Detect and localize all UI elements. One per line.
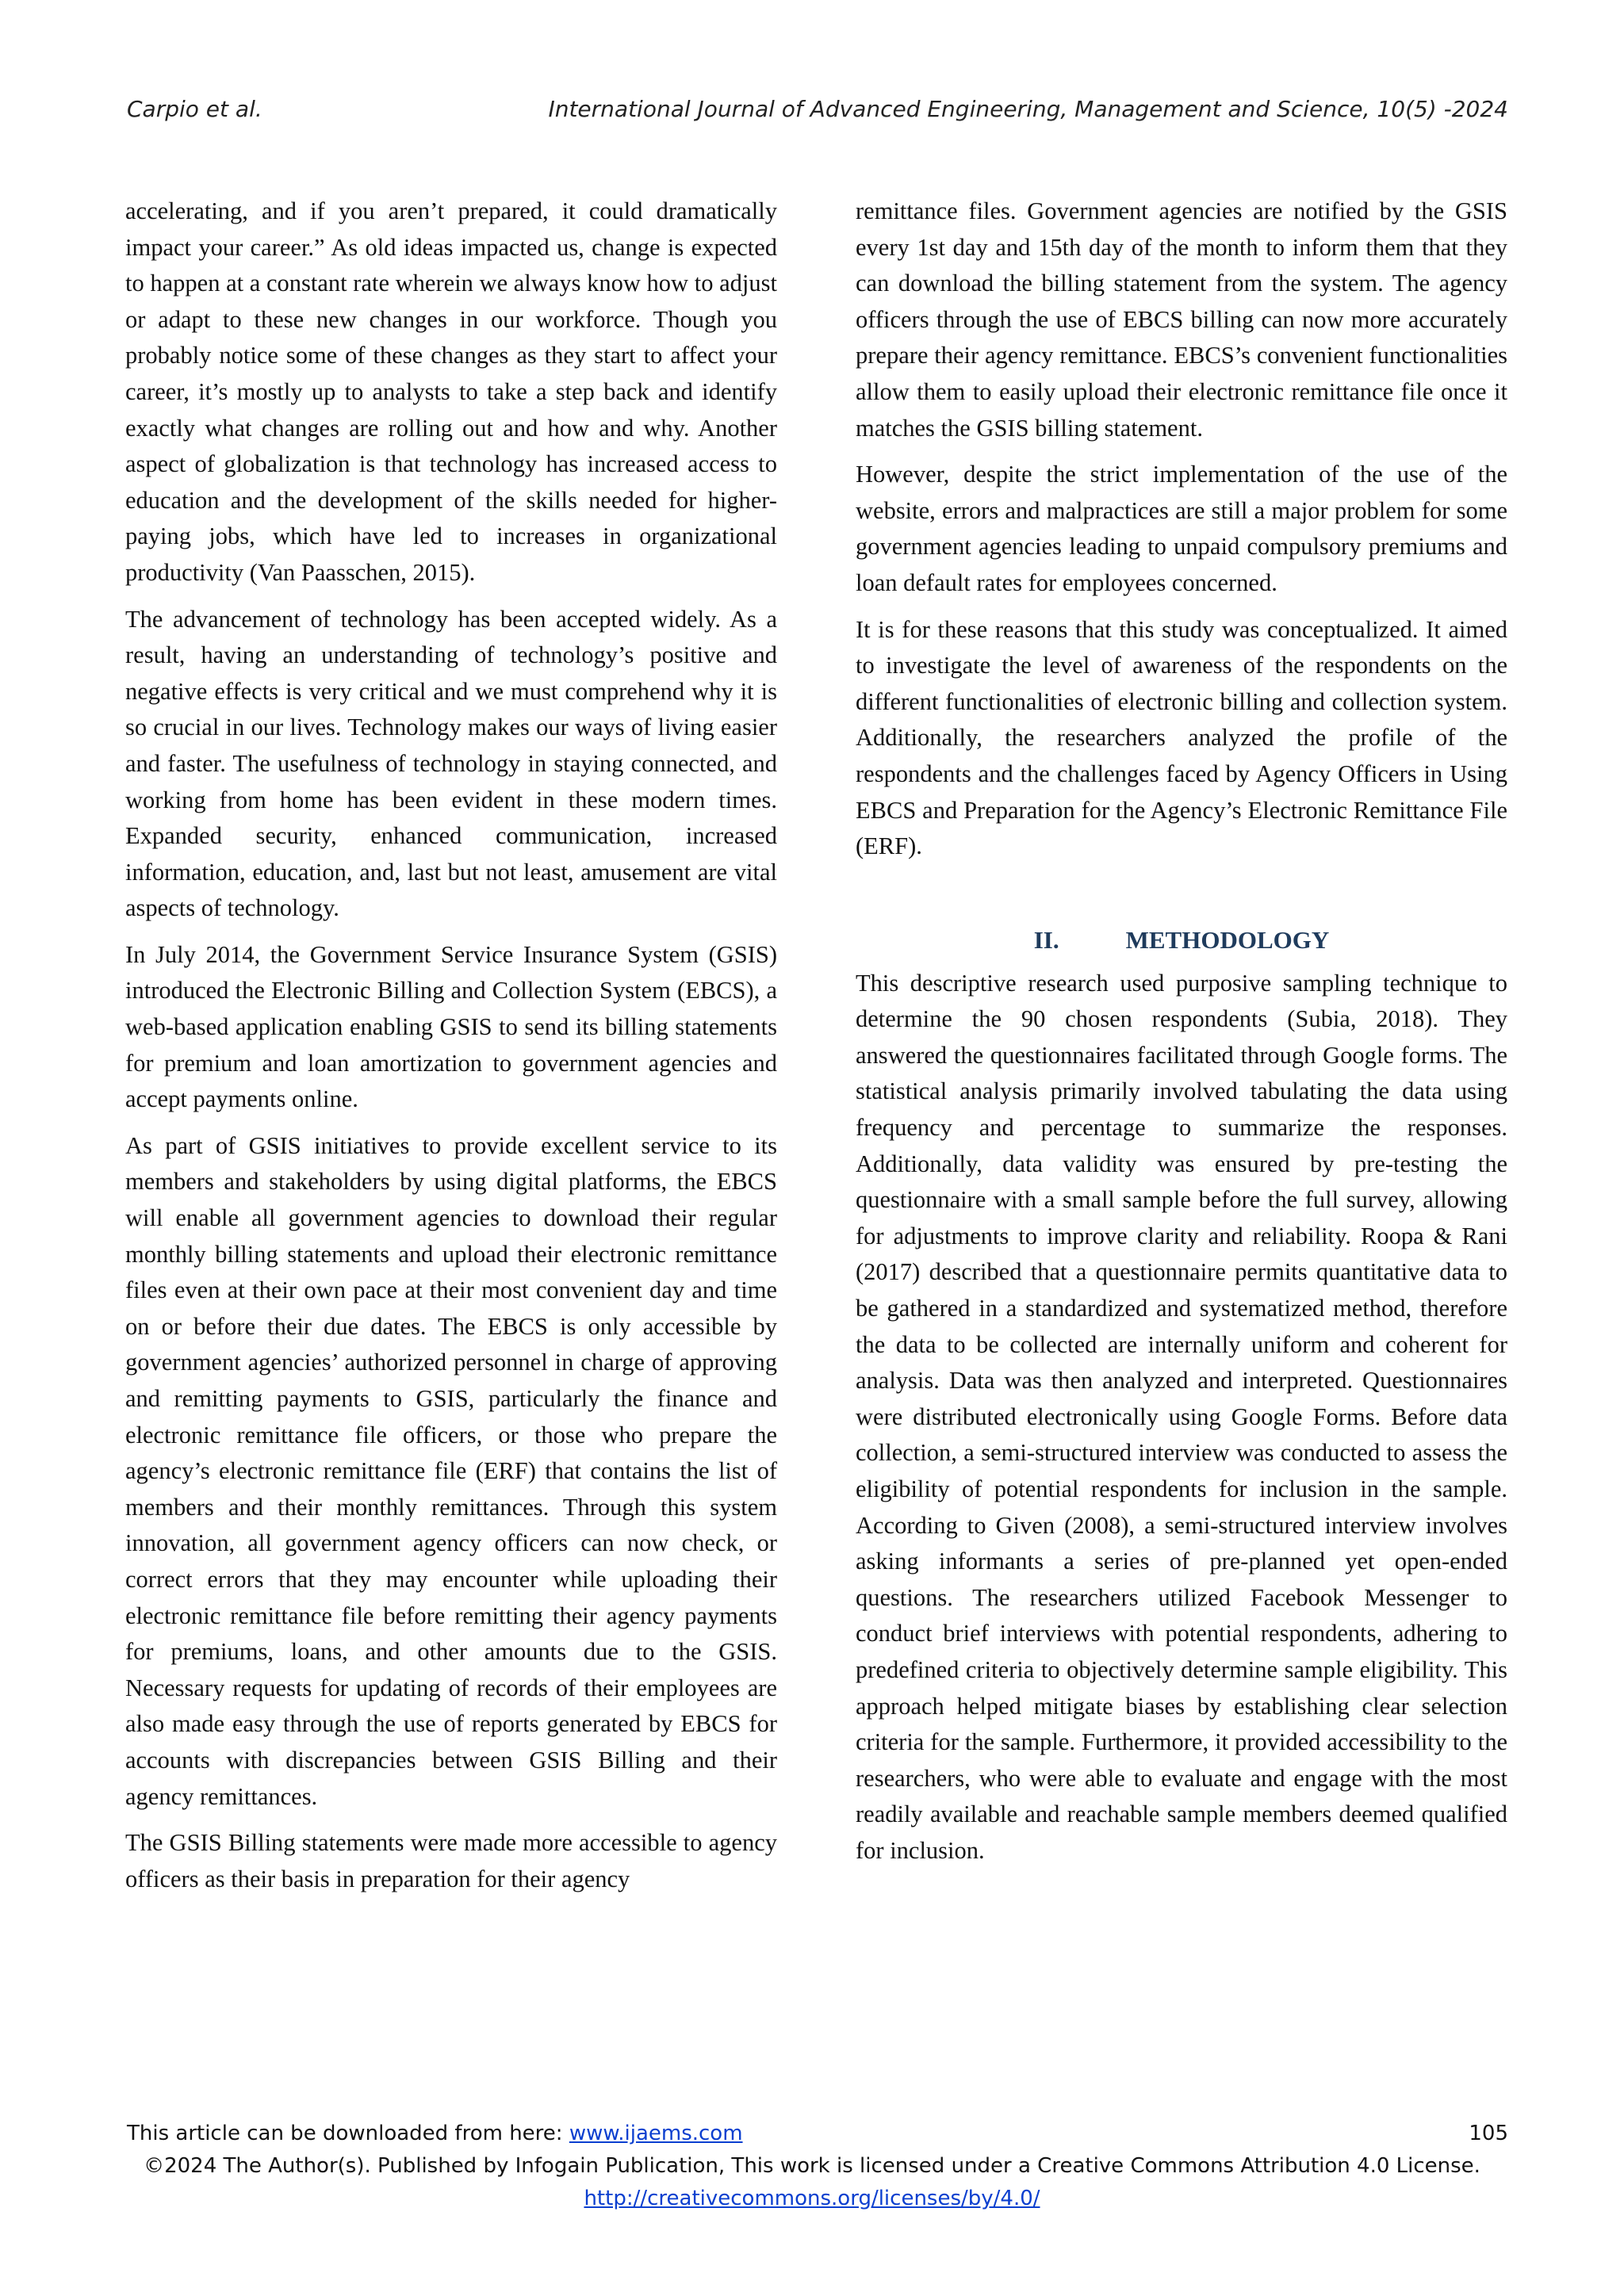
body-paragraph: accelerating, and if you aren’t prepared, it could dramatically impact your career.” As old ideas impacted us, change is expected to happen at a constant rate wherein we always know how to adjust or adapt to these new changes in our workforce. Though you probably notice some of these changes as they start to affect your career, it’s mostly up to analysts to take a step back and identify exactly what changes are rolling out and how and why. Another aspect of globalization is that technology has increased access to education and the development of the skills needed for higher-paying jobs, which have led to increases in organizational productivity (Van Paasschen, 2015). bbox=[125, 197, 777, 586]
body-paragraph: In July 2014, the Government Service Insurance System (GSIS) introduced the Electronic Billing and Collection System (EBCS), a web-based application enabling GSIS to send its billing statements for premium and loan amortization to government agencies and accept payments online. bbox=[125, 940, 777, 1113]
footer-license-text: ©2024 The Author(s). Published by Infogain Publication, This work is licensed under a Creative Commons Attribution 4.0 License. bbox=[144, 2154, 1480, 2178]
body-paragraph: The advancement of technology has been accepted widely. As a result, having an understanding of technology’s positive and negative effects is very critical and we must comprehend why it is so crucial in our lives. Technology makes our ways of living easier and faster. The usefulness of technology in staying connected, and working from home has been evident in these modern times. Expanded security, enhanced communication, increased information, education, and, last but not least, amusement are vital aspects of technology. bbox=[125, 605, 777, 922]
body-paragraph: It is for these reasons that this study was conceptualized. It aimed to investigate the level of awareness of the respondents on the different functionalities of electronic billing and collection system. Additionally, the researchers analyzed the profile of the respondents and the challenges faced by Agency Officers in Using EBCS and Preparation for the Agency’s Electronic Remittance File (ERF). bbox=[856, 615, 1507, 860]
license-link[interactable]: http://creativecommons.org/licenses/by/4.0/ bbox=[584, 2187, 1040, 2210]
footer-download-text: This article can be downloaded from here: bbox=[127, 2122, 569, 2145]
footer-download bbox=[127, 2122, 743, 2145]
body-paragraph: remittance files. Government agencies are notified by the GSIS every 1st day and 15th day of the month to inform them that they can download the billing statement from the system. The agency officers through the use of EBCS billing can now more accurately prepare their agency remittance. EBCS’s convenient functionalities allow them to easily upload their electronic remittance file once it matches the GSIS billing statement. bbox=[856, 197, 1507, 442]
page-number: 105 bbox=[1469, 2122, 1508, 2145]
section-number: II. bbox=[1033, 925, 1059, 954]
body-paragraph: As part of GSIS initiatives to provide excellent service to its members and stakeholders by using digital platforms, the EBCS will enable all government agencies to download their regular monthly billing statements and upload their electronic remittance files even at their own pace at their most convenient day and time on or before their due dates. The EBCS is only accessible by government agencies’ authorized personnel in charge of approving and remitting payments to GSIS, particularly the finance and electronic remittance file officers, or those who prepare the agency’s electronic remittance file (ERF) that contains the list of members and their monthly remittances. Through this system innovation, all government agency officers can now check, or correct errors that they may encounter while uploading their electronic remittance file before remitting their agency payments for premiums, loans, and other amounts due to the GSIS. Necessary requests for updating of records of their employees are also made easy through the use of reports generated by EBCS for accounts with discrepancies between GSIS Billing and their agency remittances. bbox=[125, 1131, 777, 1810]
header-authors: Carpio et al. bbox=[127, 96, 262, 122]
body-paragraph: However, despite the strict implementation of the use of the website, errors and malpractices are still a major problem for some government agencies leading to unpaid compulsory premiums and loan default rates for employees concerned. bbox=[856, 461, 1507, 596]
journal-website-link[interactable]: www.ijaems.com bbox=[569, 2122, 743, 2145]
section-heading-methodology bbox=[856, 923, 1507, 958]
left-column bbox=[125, 193, 777, 1908]
body-paragraph: This descriptive research used purposive sampling technique to determine the 90 chosen respondents (Subia, 2018). They answered the questionnaires facilitated through Google forms. The statistical analysis primarily involved tabulating the data using frequency and percentage to summarize the responses. Additionally, data validity was ensured by pre-testing the questionnaire with a small sample before the full survey, allowing for adjustments to improve clarity and reliability. Roopa & Rani (2017) described that a questionnaire permits quantitative data to be gathered in a standardized and systematized method, therefore the data to be collected are internally uniform and coherent for analysis. Data was then analyzed and interpreted. Questionnaires were distributed electronically using Google Forms. Before data collection, a semi-structured interview was conducted to assess the eligibility of potential respondents for inclusion in the sample. According to Given (2008), a semi-structured interview involves asking informants a series of pre-planned yet open-ended questions. The researchers utilized Facebook Messenger to conduct brief interviews with potential respondents, adhering to predefined criteria to objectively determine sample eligibility. This approach helped mitigate biases by establishing clear selection criteria for the sample. Furthermore, it provided accessibility to the researchers, who were able to evaluate and engage with the most readily available and reachable sample members deemed qualified for inclusion. bbox=[856, 969, 1507, 1864]
section-title: METHODOLOGY bbox=[1125, 925, 1330, 954]
header-journal-title: International Journal of Advanced Engineering, Management and Science, 10(5) -2024 bbox=[548, 96, 1508, 122]
right-column bbox=[856, 193, 1507, 1880]
body-paragraph: The GSIS Billing statements were made more accessible to agency officers as their basis in preparation for their agency bbox=[125, 1829, 777, 1892]
footer-license-line bbox=[0, 2187, 1624, 2210]
